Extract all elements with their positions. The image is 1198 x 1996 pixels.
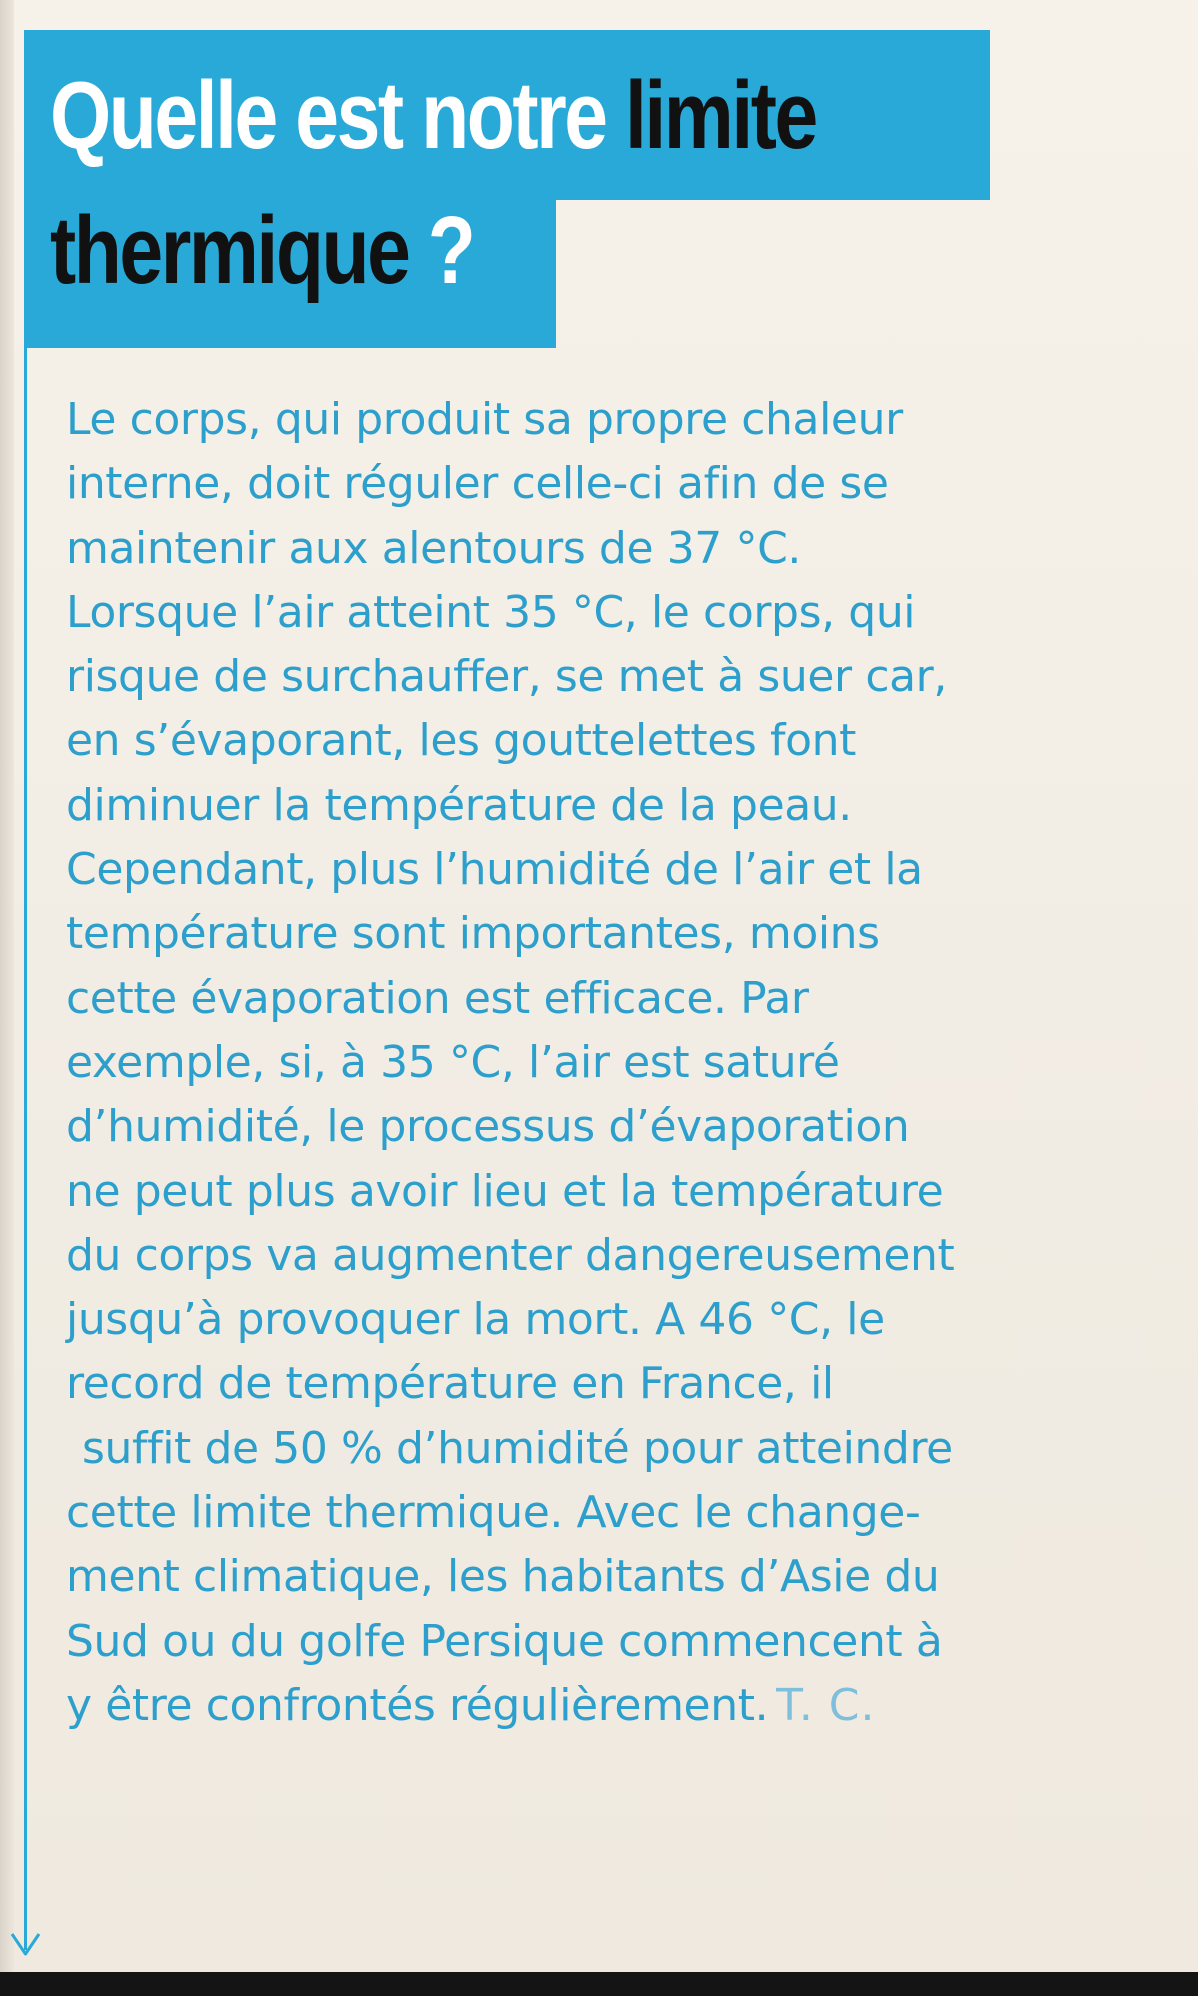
body-line: cette limite thermique. Avec le change-	[66, 1487, 921, 1539]
body-line: Lorsque l’air atteint 35 °C, le corps, qui	[66, 586, 916, 638]
body-line-last	[66, 1674, 1186, 1738]
body-line-text: y être confrontés régulièrement.	[66, 1679, 769, 1731]
body-line: record de température en France, il	[66, 1358, 834, 1410]
body-line: interne, doit réguler celle-ci afin de se	[66, 458, 889, 510]
body-line: du corps va augmenter dangereusement	[66, 1229, 955, 1281]
author-signature: T. C.	[776, 1679, 876, 1731]
article-body	[66, 388, 1186, 1738]
bottom-black-band	[0, 1972, 1198, 1996]
body-line: jusqu’à provoquer la mort. A 46 °C, le	[66, 1294, 885, 1346]
body-line: suffit de 50 % d’humidité pour atteindre	[82, 1422, 953, 1474]
body-line: diminuer la température de la peau.	[66, 779, 852, 831]
title-text-white: Quelle est notre	[50, 62, 625, 169]
body-line: en s’évaporant, les gouttelettes font	[66, 715, 856, 767]
arrow-line	[24, 340, 27, 1950]
article-title	[50, 48, 816, 318]
title-text-black: thermique	[50, 197, 409, 304]
title-question-mark: ?	[408, 197, 474, 304]
arrow-down-icon	[6, 1928, 46, 1958]
title-block	[0, 0, 1198, 360]
body-line: exemple, si, à 35 °C, l’air est saturé	[66, 1036, 840, 1088]
body-line: maintenir aux alentours de 37 °C.	[66, 522, 801, 574]
body-line: d’humidité, le processus d’évaporation	[66, 1101, 910, 1153]
body-line: Cependant, plus l’humidité de l’air et la	[66, 844, 923, 896]
body-line: ment climatique, les habitants d’Asie du	[66, 1551, 940, 1603]
body-line: cette évaporation est efficace. Par	[66, 972, 809, 1024]
body-line: risque de surchauffer, se met à suer car,	[66, 651, 947, 703]
title-text-black: limite	[624, 62, 816, 169]
body-line: Sud ou du golfe Persique commencent à	[66, 1615, 943, 1667]
body-line: température sont importantes, moins	[66, 908, 880, 960]
body-line: ne peut plus avoir lieu et la température	[66, 1165, 944, 1217]
body-line: Le corps, qui produit sa propre chaleur	[66, 394, 903, 445]
